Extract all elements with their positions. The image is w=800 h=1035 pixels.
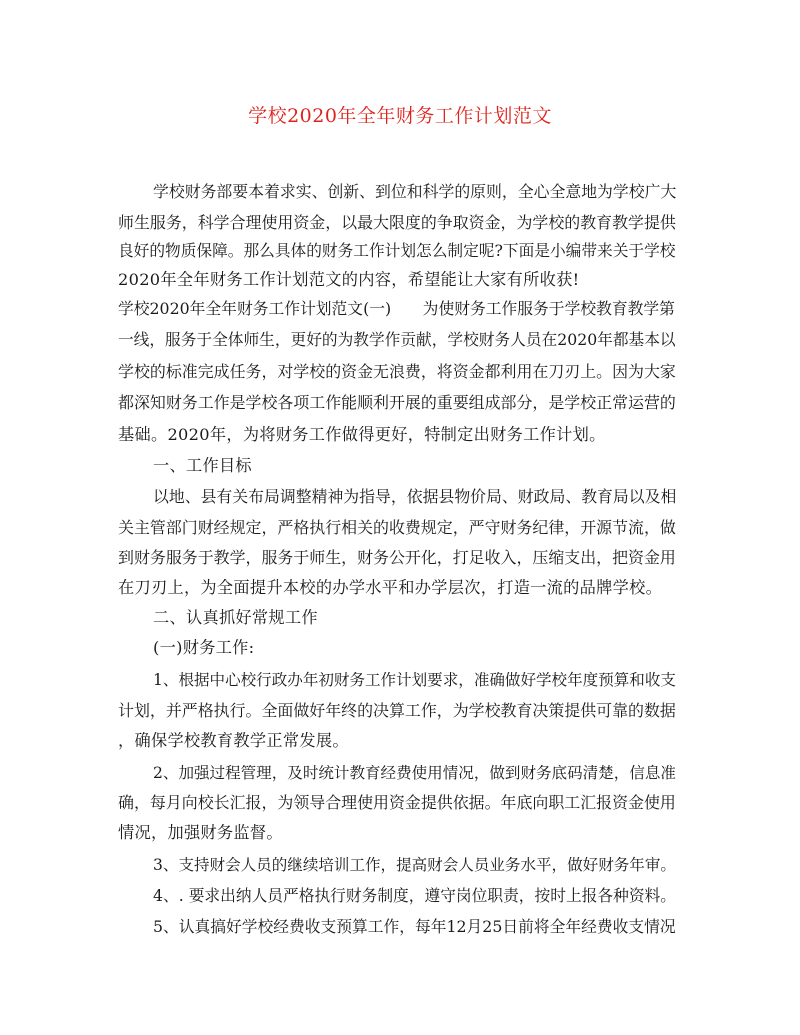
paragraph-line: 4、. 要求出纳人员严格执行财务制度，遵守岗位职责，按时上报各种资料。 bbox=[153, 886, 676, 905]
paragraph-line: 师生服务，科学合理使用资金，以最大限度的争取资金，为学校的教育教学提供 bbox=[118, 213, 676, 232]
document-title: 学校2020年全年财务工作计划范文 bbox=[248, 105, 552, 127]
paragraph-line: 学校2020年全年财务工作计划范文(一) 为使财务工作服务于学校教育教学第 bbox=[118, 299, 675, 318]
paragraph-line: 以地、县有关布局调整精神为指导，依据县物价局、财政局、教育局以及相 bbox=[153, 487, 677, 506]
paragraph-line: 在刀刃上，为全面提升本校的办学水平和办学层次，打造一流的品牌学校。 bbox=[118, 578, 663, 597]
paragraph-line: 良好的物质保障。那么具体的财务工作计划怎么制定呢?下面是小编带来关于学校 bbox=[118, 241, 676, 260]
paragraph-line: 5、认真搞好学校经费收支预算工作，每年12月25日前将全年经费收支情况 bbox=[153, 917, 676, 936]
paragraph-line: 到财务服务于教学，服务于师生，财务公开化，打足收入，压缩支出，把资金用 bbox=[118, 548, 676, 567]
paragraph-line: ，确保学校教育教学正常发展。 bbox=[118, 731, 349, 750]
paragraph-line: 学校财务部要本着求实、创新、到位和科学的原则，全心全意地为学校广大 bbox=[153, 182, 677, 201]
paragraph-line: 情况，加强财务监督。 bbox=[118, 823, 283, 842]
section-heading: 一、工作目标 bbox=[153, 456, 252, 475]
section-heading: 二、认真抓好常规工作 bbox=[153, 608, 318, 627]
paragraph-line: 确，每月向校长汇报，为领导合理使用资金提供依据。年底向职工汇报资金使用 bbox=[118, 793, 676, 812]
paragraph-line: 3、支持财会人员的继续培训工作，提高财会人员业务水平，做好财务年审。 bbox=[153, 856, 676, 874]
paragraph-line: 计划，并严格执行。全面做好年终的决算工作，为学校教育决策提供可靠的数据 bbox=[118, 701, 676, 720]
paragraph-line: 基础。2020年，为将财务工作做得更好，特制定出财务工作计划。 bbox=[118, 425, 606, 444]
paragraph-line: 1、根据中心校行政办年初财务工作计划要求，准确做好学校年度预算和收支 bbox=[153, 671, 676, 689]
paragraph-line: 学校的标准完成任务，对学校的资金无浪费，将资金都利用在刀刃上。因为大家 bbox=[118, 362, 676, 381]
paragraph-line: 2020年全年财务工作计划范文的内容，希望能让大家有所收获! bbox=[118, 270, 580, 289]
subsection-heading: (一)财务工作: bbox=[153, 638, 255, 657]
paragraph-line: 2、加强过程管理，及时统计教育经费使用情况，做到财务底码清楚，信息准 bbox=[153, 764, 676, 782]
paragraph-line: 关主管部门财经规定，严格执行相关的收费规定，严守财务纪律，开源节流，做 bbox=[118, 518, 676, 537]
paragraph-line: 一线，服务于全体师生，更好的为教学作贡献，学校财务人员在2020年都基本以 bbox=[118, 330, 676, 349]
paragraph-line: 都深知财务工作是学校各项工作能顺利开展的重要组成部分，是学校正常运营的 bbox=[118, 393, 676, 412]
